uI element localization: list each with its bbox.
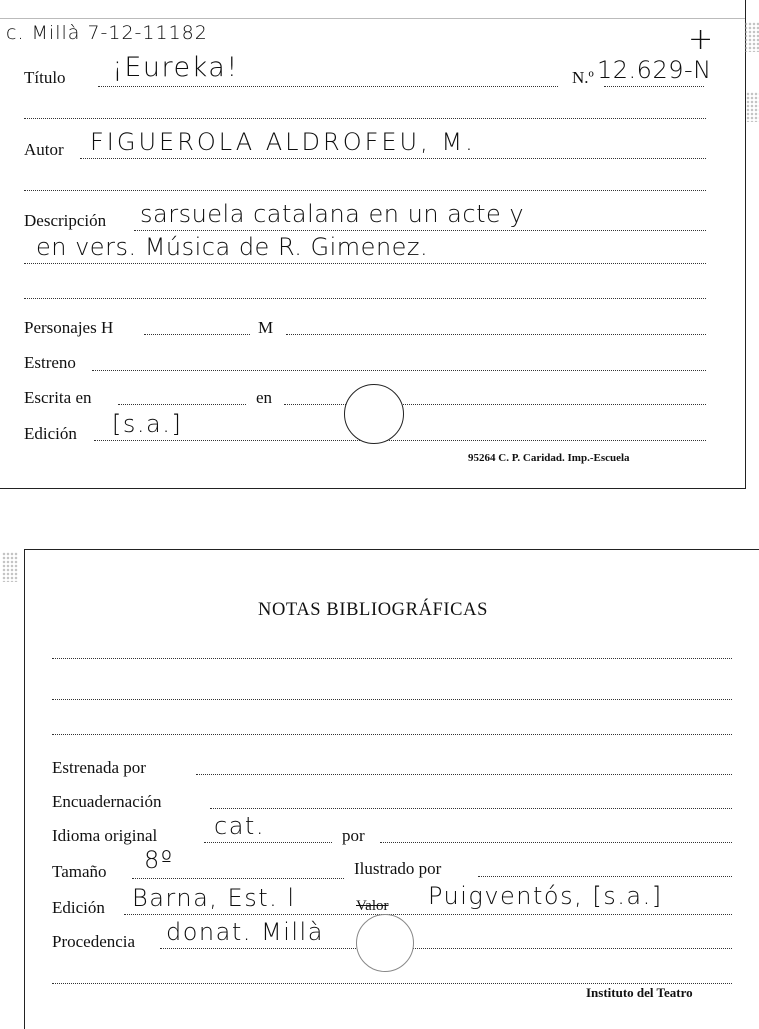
encuadernacion-label: Encuadernación <box>52 792 162 811</box>
tamano-value: 8º <box>144 846 174 874</box>
card-top-edge <box>0 18 745 19</box>
blank-line <box>24 118 706 119</box>
descripcion-value-line-1: sarsuela catalana en un acte y <box>140 200 525 228</box>
circular-stamp <box>344 384 404 444</box>
personajes-label: Personajes H <box>24 318 114 337</box>
edicion-line <box>94 440 706 441</box>
ilustrado-line <box>478 876 732 877</box>
blank-line <box>52 699 732 700</box>
personajes-m-label: M <box>258 318 274 337</box>
idioma-label: Idioma original <box>52 826 158 845</box>
idioma-value: cat. <box>214 812 265 840</box>
circular-stamp <box>356 914 414 972</box>
footer-institution: Instituto del Teatro <box>586 985 693 1000</box>
descripcion-value-line-2: en vers. Música de R. Gimenez. <box>36 233 429 261</box>
number-value: 12.629-N <box>597 56 712 84</box>
idioma-por-label: por <box>342 826 365 845</box>
back-edicion-value: Barna, Est. l <box>132 884 296 912</box>
back-edicion-label: Edición <box>52 898 105 917</box>
procedencia-label: Procedencia <box>52 932 136 951</box>
smudge-mark <box>744 22 759 52</box>
back-edicion-line <box>124 914 732 915</box>
ilustrado-label: Ilustrado por <box>354 859 442 878</box>
personajes-h-line <box>144 334 250 335</box>
estreno-line <box>92 370 706 371</box>
idioma-por-line <box>380 842 732 843</box>
number-line <box>604 86 704 87</box>
personajes-m-line <box>286 334 706 335</box>
tamano-label: Tamaño <box>52 862 107 881</box>
blank-line <box>52 658 732 659</box>
escrita-line <box>118 404 246 405</box>
blank-line <box>52 983 732 984</box>
descripcion-line-2 <box>24 263 706 264</box>
tamano-line <box>132 878 344 879</box>
edicion-label: Edición <box>24 424 77 443</box>
blank-line <box>24 298 706 299</box>
escrita-label: Escrita en <box>24 388 92 407</box>
titulo-line <box>98 86 558 87</box>
escrita-en-label: en <box>256 388 273 407</box>
descripcion-label: Descripción <box>24 211 107 230</box>
imprint-text: 95264 C. P. Caridad. Imp.-Escuela <box>468 452 630 464</box>
estrenada-label: Estrenada por <box>52 758 146 777</box>
autor-label: Autor <box>24 140 64 159</box>
descripcion-line-1 <box>134 230 706 231</box>
procedencia-value: donat. Millà <box>166 918 324 946</box>
autor-value: FIGUEROLA ALDROFEU, M. <box>90 128 476 156</box>
estreno-label: Estreno <box>24 353 76 372</box>
blank-line <box>52 734 732 735</box>
valor-value: Puigventós, [s.a.] <box>428 882 663 910</box>
titulo-value: ¡Eureka! <box>112 52 239 83</box>
number-label: N.º <box>572 68 594 87</box>
valor-label: Valor <box>356 898 389 914</box>
smudge-mark <box>2 552 18 582</box>
plus-mark: + <box>688 22 714 57</box>
encuadernacion-line <box>210 808 732 809</box>
idioma-line <box>204 842 332 843</box>
top-note: c. Millà 7-12-11182 <box>6 22 208 44</box>
estrenada-line <box>196 774 732 775</box>
blank-line <box>24 190 706 191</box>
autor-line <box>80 158 706 159</box>
titulo-label: Título <box>24 68 66 87</box>
procedencia-line <box>160 948 732 949</box>
edicion-value: [s.a.] <box>112 410 183 438</box>
notas-title: NOTAS BIBLIOGRÁFICAS <box>258 600 488 620</box>
smudge-mark <box>746 92 759 122</box>
